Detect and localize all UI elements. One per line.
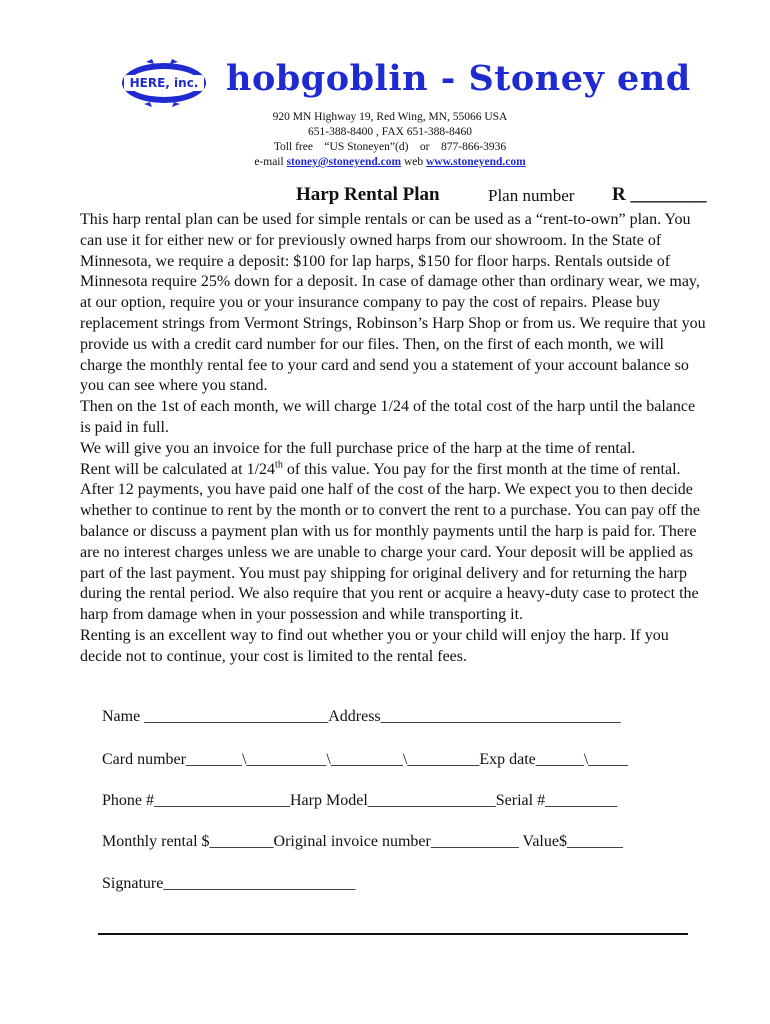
toll-free-line: Toll free “US Stoneyen”(d) or 877-866-3936 [273, 141, 507, 153]
here-badge-icon [120, 56, 230, 110]
contact-block [180, 110, 600, 170]
phone-model-serial-field[interactable]: Phone #_________________Harp Model________________Serial #_________ [102, 792, 618, 809]
email-web-line [180, 155, 600, 170]
email-link[interactable]: stoney@stoneyend.com [286, 156, 402, 168]
rent-text-before: Rent will be calculated at 1/24 [80, 460, 276, 478]
terms-paragraph-invoice: We will give you an invoice for the full purchase price of the harp at the time of rental. [80, 439, 636, 457]
svg-text:HERE, inc.: HERE, inc. [129, 76, 199, 90]
rental-terms [80, 210, 708, 668]
bottom-divider [98, 933, 688, 935]
web-link[interactable]: www.stoneyend.com [426, 156, 526, 168]
rent-text-after: of this value. You pay for the first month at the time of rental. After 12 payments, you have paid one half of the cost of the harp. We expect you to then decide whether to continue to rent by the month or to convert the rent to a purchase. You can pay off the balance or discuss a payment plan with us for monthly payments until the harp is paid for. There are no interest charges unless we are unable to charge your card. Your deposit will be applied as part of the last payment. You must pay shipping for original delivery and for returning the harp during the rental period. We also require that you rent or acquire a heavy-duty case to protect the harp from damage when in your possession and while transporting it. [80, 460, 700, 624]
page-title: Harp Rental Plan [296, 184, 440, 205]
plan-number-label: Plan number [488, 186, 575, 205]
plan-number-field[interactable]: R ________ [612, 184, 707, 205]
terms-paragraph-closing: Renting is an excellent way to find out whether you or your child will enjoy the harp. If you decide not to continue, your cost is limited to the rental fees. [80, 626, 669, 665]
phone-fax-line: 651-388-8400 , FAX 651-388-8460 [308, 126, 472, 138]
monthly-rental-field[interactable]: Monthly rental $________Original invoice number___________ Value$_______ [102, 833, 623, 850]
address-line: 920 MN Highway 19, Red Wing, MN, 55066 USA [272, 111, 508, 123]
company-logo [120, 56, 700, 110]
name-address-field[interactable]: Name _______________________Address______________________________ [102, 708, 621, 725]
card-number-field[interactable]: Card number_______\__________\_________\_________Exp date______\_____ [102, 751, 629, 768]
terms-paragraph-intro: This harp rental plan can be used for simple rentals or can be used as a “rent-to-own” plan. You can use it for either new or for previously owned harps from our showroom. In the State of Minnesota, we require a deposit: $100 for lap harps, $150 for floor harps. Rentals outside of Minnesota require 25% down for a deposit. In case of damage other than ordinary wear, we may, at our option, require you or your insurance company to pay the cost of repairs. Please buy replacement strings from Vermont Strings, Robinson’s Harp Shop or from us. We require that you provide us with a credit card number for our files. Then, on the first of each month, we will charge the monthly rental fee to your card and send you a statement of your account balance so you can see where you stand. [80, 211, 706, 395]
rent-superscript: th [275, 459, 283, 471]
title-row [0, 184, 770, 210]
signature-field[interactable]: Signature________________________ [102, 875, 356, 892]
logo-wordmark: hobgoblin - Stoney end [226, 58, 691, 99]
terms-paragraph-monthly: Then on the 1st of each month, we will charge 1/24 of the total cost of the harp until the balance is paid in full. [80, 398, 696, 436]
email-label: e-mail [254, 156, 287, 168]
web-label: web [401, 156, 426, 168]
terms-paragraph-rent [80, 460, 708, 626]
